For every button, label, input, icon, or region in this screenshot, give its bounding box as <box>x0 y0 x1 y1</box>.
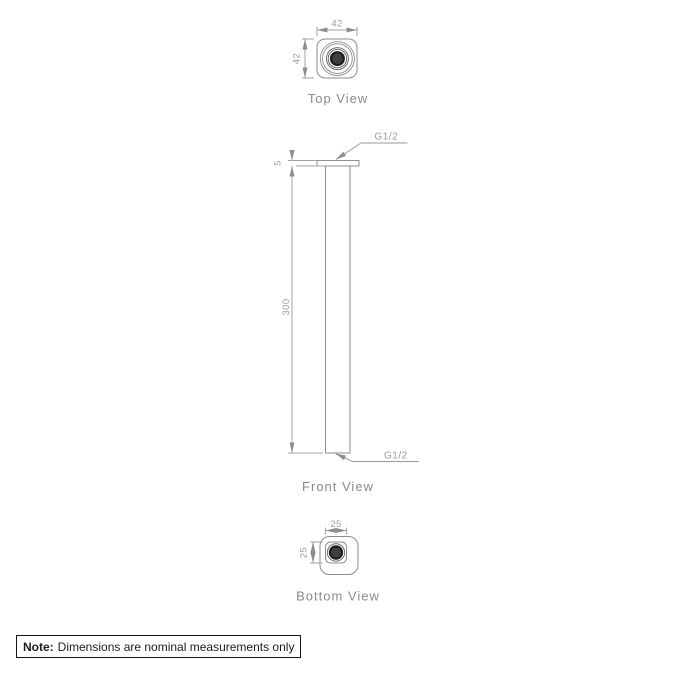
bottom-view-width-dim: 25 <box>330 519 342 530</box>
top-view-label: Top View <box>307 91 369 106</box>
top-view-height-dim: 42 <box>291 52 303 65</box>
bottom-view-height-dim: 25 <box>298 546 310 559</box>
bottom-view-label: Bottom View <box>296 588 380 604</box>
top-view <box>292 19 369 107</box>
front-view-bottom-thread: G1/2 <box>384 450 408 462</box>
front-top-thread-leader <box>336 143 408 160</box>
front-view-top-thread: G1/2 <box>374 131 399 143</box>
top-view-bore <box>332 53 343 64</box>
bottom-view <box>296 519 380 604</box>
front-view <box>273 132 420 495</box>
front-view-length-dim: 300 <box>281 298 292 316</box>
front-view-tube <box>326 166 351 453</box>
bottom-view-bore <box>331 548 341 558</box>
front-view-label: Front View <box>302 479 374 494</box>
top-view-width-dim: 42 <box>331 18 343 30</box>
front-view-flange-dim: 5 <box>272 160 284 166</box>
note-prefix: Note: <box>23 639 54 654</box>
front-view-flange <box>317 161 359 167</box>
note-box <box>16 635 301 658</box>
note-text: Dimensions are nominal measurements only <box>57 639 295 654</box>
